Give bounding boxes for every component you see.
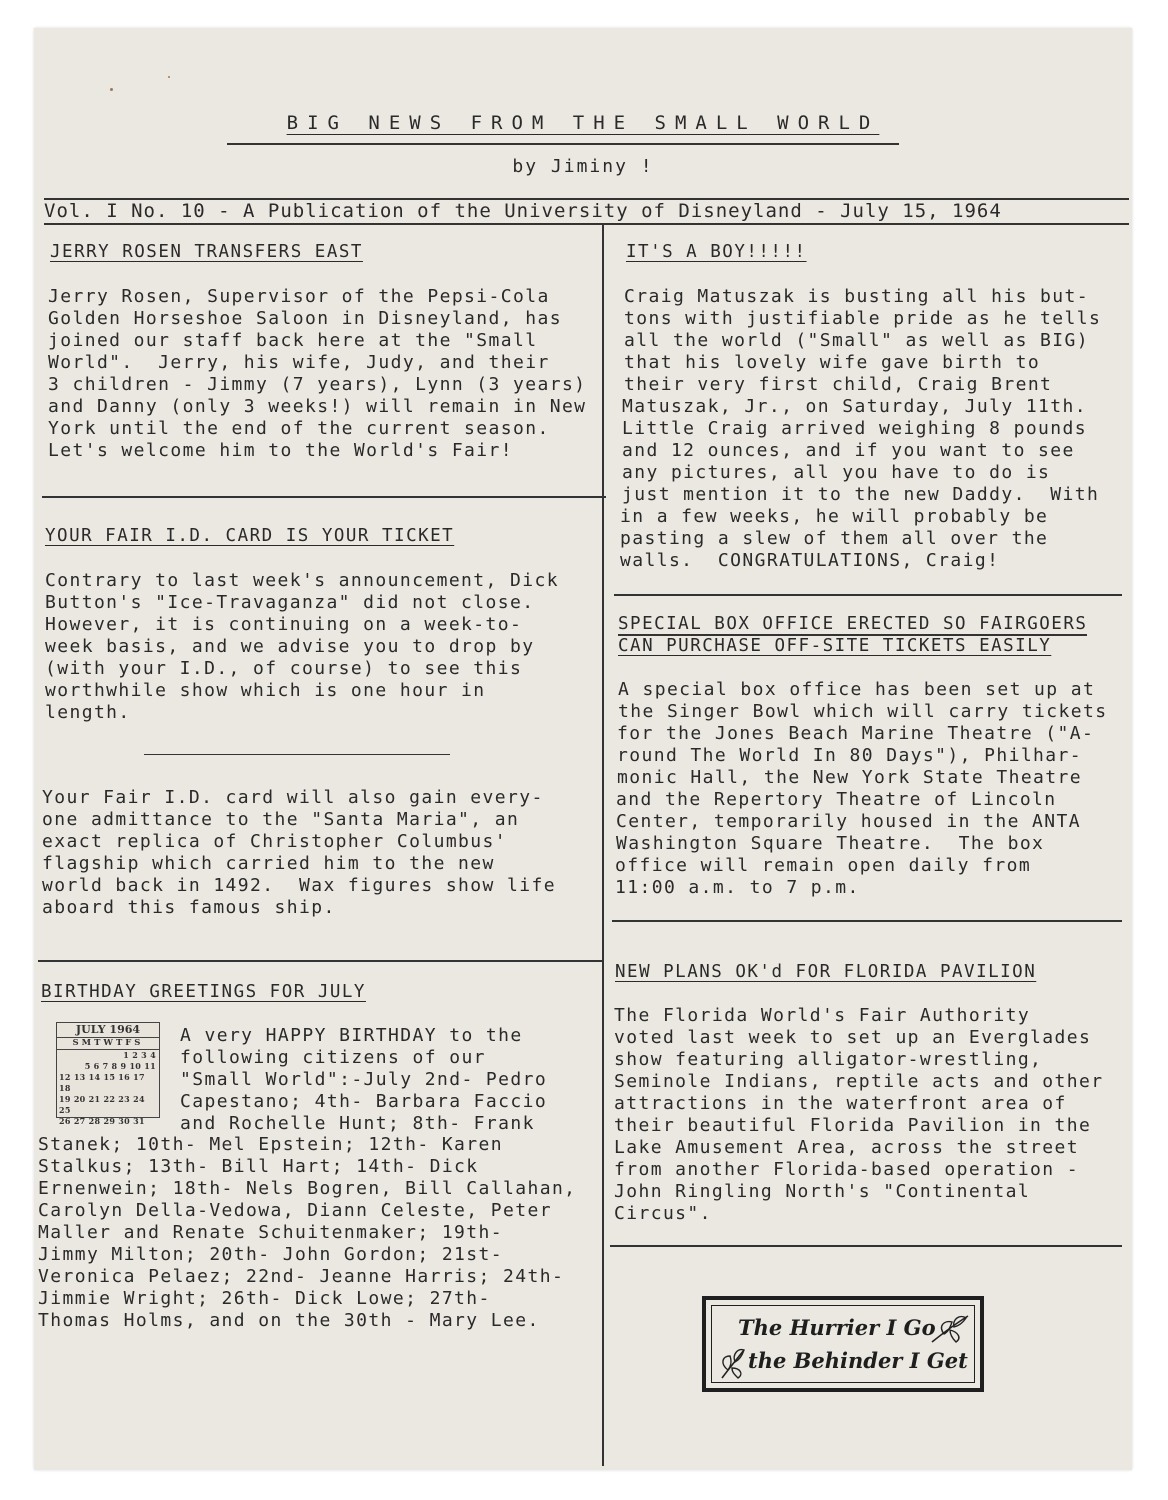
article-line: tons with justifiable pride as he tells — [624, 308, 1102, 329]
article-line: Capestano; 4th- Barbara Faccio — [180, 1091, 548, 1112]
article-line: Little Craig arrived weighing 8 pounds — [622, 418, 1088, 439]
motto-line-2: the Behinder I Get — [748, 1348, 968, 1373]
newsletter-title: BIG NEWS FROM THE SMALL WORLD — [286, 112, 880, 134]
article-line: length. — [45, 702, 131, 723]
article-line: Ernenwein; 18th- Nels Bogren, Bill Callahan, — [38, 1178, 577, 1199]
article-line: monic Hall, the New York State Theatre — [617, 767, 1083, 788]
publication-line: Vol. I No. 10 - A Publication of the University of Disneyland - July 15, 1964 — [44, 200, 1129, 225]
article-line: from another Florida-based operation - — [614, 1159, 1080, 1180]
column-divider — [602, 224, 604, 1466]
article-line: Stanek; 10th- Mel Epstein; 12th- Karen — [38, 1134, 504, 1155]
article-heading-jerry-rosen: JERRY ROSEN TRANSFERS EAST — [50, 242, 363, 262]
article-line: Jimmie Wright; 26th- Dick Lowe; 27th- — [38, 1288, 491, 1309]
article-line: (with your I.D., of course) to see this — [45, 658, 523, 679]
article-line: Let's welcome him to the World's Fair! — [48, 440, 514, 461]
leaf-sprig-icon — [718, 1346, 748, 1382]
article-line: joined our staff back here at the "Small — [48, 330, 538, 351]
article-line: the Singer Bowl which will carry tickets — [618, 701, 1108, 722]
article-line: following citizens of our — [180, 1047, 486, 1068]
motto-box — [702, 1296, 984, 1392]
article-line: Matuszak, Jr., on Saturday, July 11th. — [622, 396, 1088, 417]
article-line: voted last week to set up an Everglades — [614, 1027, 1092, 1048]
article-line: that his lovely wife gave birth to — [624, 352, 1041, 373]
calendar-title: JULY 1964 — [57, 1023, 159, 1038]
article-line: A very HAPPY BIRTHDAY to the — [180, 1025, 523, 1046]
article-heading-fair-id: YOUR FAIR I.D. CARD IS YOUR TICKET — [45, 526, 455, 546]
paper-speck — [110, 88, 113, 91]
article-line: The Florida World's Fair Authority — [614, 1005, 1031, 1026]
article-heading-florida-pavilion: NEW PLANS OK'd FOR FLORIDA PAVILION — [615, 962, 1037, 982]
article-line: exact replica of Christopher Columbus' — [42, 831, 508, 852]
calendar-week: 12 13 14 15 16 17 18 — [59, 1072, 145, 1093]
article-line: and Rochelle Hunt; 8th- Frank — [180, 1113, 535, 1134]
article-line: Center, temporarily housed in the ANTA — [616, 811, 1082, 832]
article-line: their beautiful Florida Pavilion in the — [614, 1115, 1092, 1136]
article-line: Maller and Renate Schuitenmaker; 19th- — [38, 1222, 504, 1243]
calendar-week: 1 2 3 4 — [123, 1050, 156, 1060]
article-line: for the Jones Beach Marine Theatre ("A- — [617, 723, 1095, 744]
article-line: office will remain open daily from — [615, 855, 1032, 876]
article-line: Carolyn Della-Vedowa, Diann Celeste, Peter — [38, 1200, 552, 1221]
article-line: 11:00 a.m. to 7 p.m. — [615, 877, 860, 898]
newsletter-page — [34, 28, 1132, 1470]
article-line: attractions in the waterfront area of — [614, 1093, 1067, 1114]
article-line: John Ringling North's "Continental — [614, 1181, 1031, 1202]
article-line: Craig Matuszak is busting all his but- — [624, 286, 1090, 307]
calendar-week: 26 27 28 29 30 31 — [59, 1116, 145, 1126]
article-heading-box-office-line2: CAN PURCHASE OFF-SITE TICKETS EASILY — [618, 636, 1052, 656]
short-divider — [144, 754, 450, 755]
article-line: Circus". — [614, 1203, 712, 1224]
article-line: walls. CONGRATULATIONS, Craig! — [620, 550, 1000, 571]
article-line: show featuring alligator-wrestling, — [614, 1049, 1043, 1070]
article-line: 3 children - Jimmy (7 years), Lynn (3 years) — [48, 374, 587, 395]
section-divider — [612, 920, 1122, 922]
calendar-july-1964 — [56, 1022, 160, 1126]
article-heading-box-office-line1: SPECIAL BOX OFFICE ERECTED SO FAIRGOERS — [618, 614, 1088, 634]
article-line: and the Repertory Theatre of Lincoln — [616, 789, 1057, 810]
article-line: any pictures, all you have to do is — [622, 462, 1051, 483]
article-line: Stalkus; 13th- Bill Hart; 14th- Dick — [38, 1156, 479, 1177]
article-line: Button's "Ice-Travaganza" did not close. — [45, 592, 535, 613]
article-line: their very first child, Craig Brent — [624, 374, 1053, 395]
article-line: Veronica Pelaez; 22nd- Jeanne Harris; 24th- — [38, 1266, 565, 1287]
section-divider — [610, 1245, 1122, 1247]
leaf-sprig-icon — [928, 1312, 972, 1346]
article-line: Thomas Holms, and on the 30th - Mary Lee. — [38, 1310, 540, 1331]
article-line: in a few weeks, he will probably be — [620, 506, 1049, 527]
article-line: Jimmy Milton; 20th- John Gordon; 21st- — [38, 1244, 504, 1265]
article-line: Golden Horseshoe Saloon in Disneyland, has — [48, 308, 562, 329]
article-line: worthwhile show which is one hour in — [45, 680, 486, 701]
section-divider — [42, 496, 606, 498]
article-line: just mention it to the new Daddy. With — [622, 484, 1100, 505]
motto-line-1: The Hurrier I Go — [738, 1315, 936, 1340]
title-double-rule — [227, 143, 899, 145]
article-line: Your Fair I.D. card will also gain every- — [42, 787, 544, 808]
paper-speck — [168, 76, 170, 78]
article-line: one admittance to the "Santa Maria", an — [42, 809, 520, 830]
section-divider — [614, 594, 1122, 596]
article-line: World". Jerry, his wife, Judy, and their — [48, 352, 550, 373]
article-line: pasting a slew of them all over the — [620, 528, 1049, 549]
byline: by Jiminy ! — [512, 156, 654, 177]
article-line: Lake Amusement Area, across the street — [614, 1137, 1080, 1158]
article-line: aboard this famous ship. — [42, 897, 336, 918]
article-line: York until the end of the current season. — [48, 418, 550, 439]
article-line: Seminole Indians, reptile acts and other — [614, 1071, 1104, 1092]
calendar-week: 19 20 21 22 23 24 25 — [59, 1094, 145, 1115]
motto-inner-border — [711, 1305, 975, 1383]
article-line: Contrary to last week's announcement, Dick — [45, 570, 559, 591]
article-line: A special box office has been set up at — [618, 679, 1096, 700]
article-heading-its-a-boy: IT'S A BOY!!!!! — [626, 242, 807, 262]
article-line: flagship which carried him to the new — [42, 853, 495, 874]
article-line: and Danny (only 3 weeks!) will remain in New — [48, 396, 587, 417]
article-heading-birthdays: BIRTHDAY GREETINGS FOR JULY — [41, 982, 366, 1002]
article-line: Washington Square Theatre. The box — [616, 833, 1045, 854]
article-line: However, it is continuing on a week-to- — [45, 614, 523, 635]
article-line: "Small World":-July 2nd- Pedro — [180, 1069, 548, 1090]
article-line: world back in 1492. Wax figures show life — [42, 875, 556, 896]
article-line: and 12 ounces, and if you want to see — [622, 440, 1075, 461]
article-line: all the world ("Small" as well as BIG) — [624, 330, 1090, 351]
calendar-weekdays: SMTWTFS — [57, 1038, 159, 1050]
article-line: week basis, and we advise you to drop by — [45, 636, 535, 657]
article-line: round The World In 80 Days"), Philhar- — [617, 745, 1083, 766]
article-line: Jerry Rosen, Supervisor of the Pepsi-Cola — [48, 286, 550, 307]
section-divider — [38, 960, 602, 962]
calendar-week: 5 6 7 8 9 10 11 — [84, 1061, 156, 1071]
